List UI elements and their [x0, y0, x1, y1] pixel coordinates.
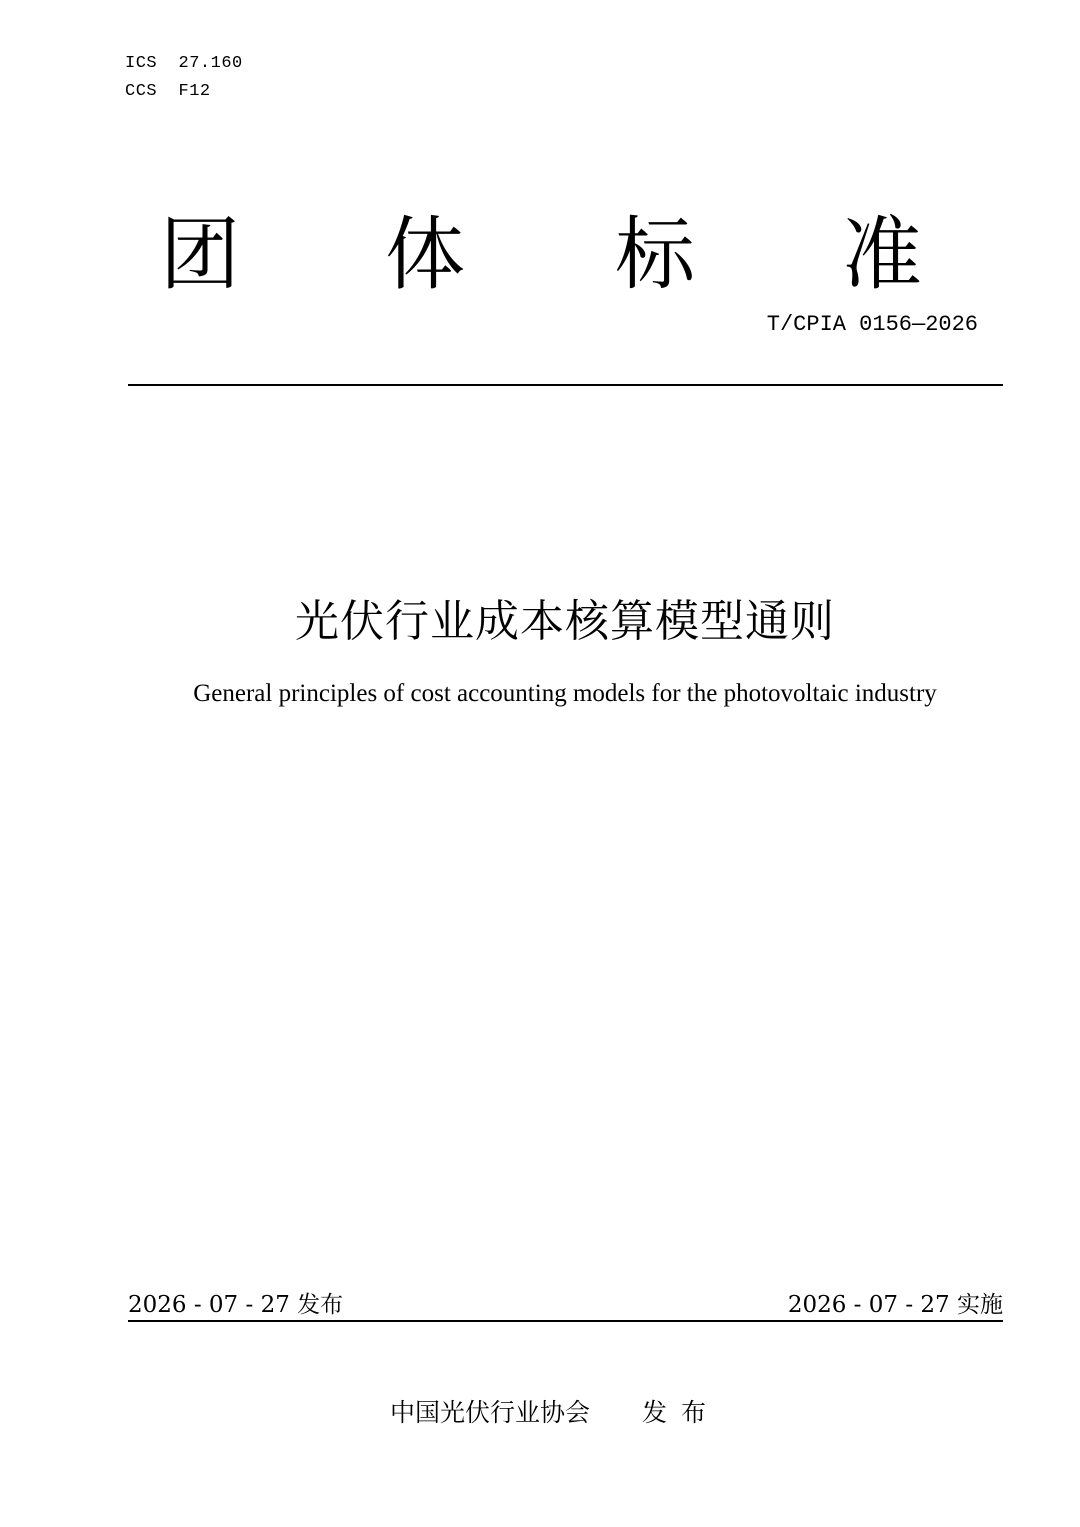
header-divider [128, 384, 1003, 386]
ccs-code: CCS F12 [125, 82, 211, 101]
ics-code: ICS 27.160 [125, 54, 243, 73]
header-char-biao: 标 [615, 208, 695, 301]
implement-date: 2026 - 07 - 27 实施 [787, 1292, 1003, 1318]
publisher-name: 中国光伏行业协会 [389, 1398, 590, 1427]
standard-number: T/CPIA 0156—2026 [766, 312, 978, 337]
publisher-row [0, 1393, 1080, 1429]
publish-date: 2026 - 07 - 27 发布 [128, 1292, 344, 1318]
header-char-tuan: 团 [160, 208, 240, 301]
publisher-action: 发布 [642, 1398, 721, 1427]
footer-divider [128, 1320, 1003, 1322]
header-char-ti: 体 [385, 208, 465, 301]
title-chinese: 光伏行业成本核算模型通则 [295, 596, 835, 647]
header-char-zhun: 准 [842, 208, 922, 301]
title-english: General principles of cost accounting models for the photovoltaic industry [193, 680, 937, 707]
